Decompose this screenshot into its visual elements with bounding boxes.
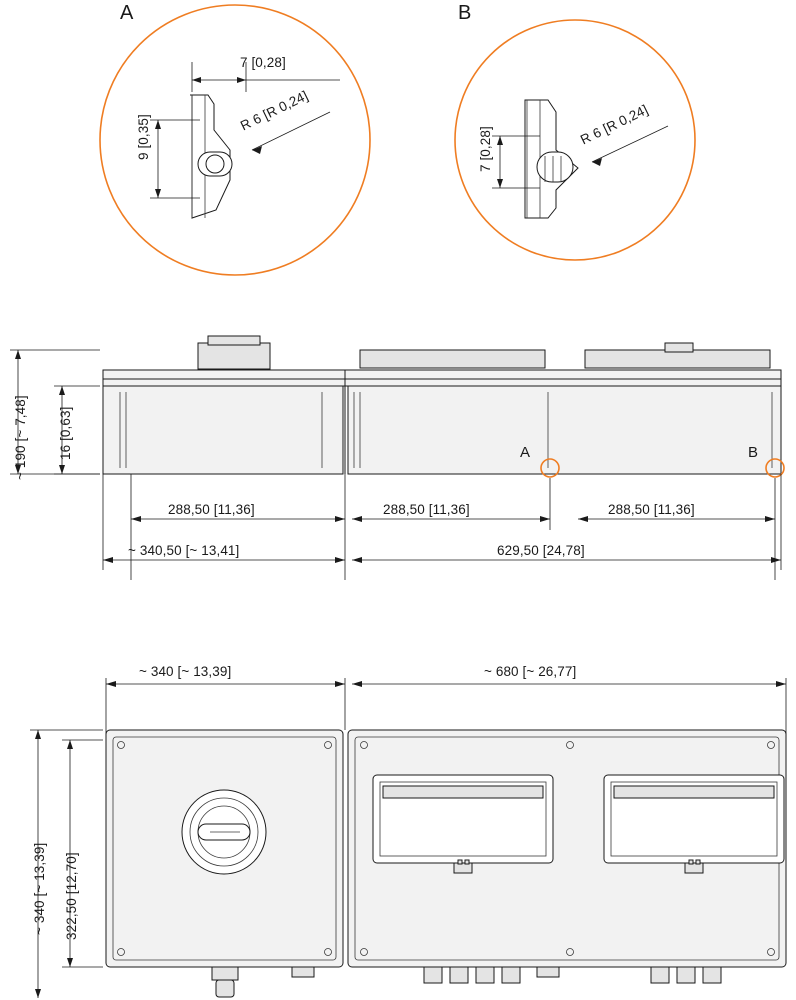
side-view-callout-b-label: B [748,444,759,461]
front-view-width-right-dim: ~ 680 [~ 26,77] [484,664,577,679]
detail-a-label: A [120,2,134,24]
front-view-height-inner-dim: 322,50 [12,70] [64,852,79,940]
side-view-height-overall-dim: ~ 190 [~ 7,48] [13,395,28,480]
front-view-width-left-dim: ~ 340 [~ 13,39] [139,664,232,679]
detail-b-height-dim: 7 [0,28] [478,126,493,172]
side-view-callout-a-label: A [520,444,531,461]
detail-b-label: B [458,2,472,24]
side-view-segment-1-dim: 288,50 [11,36] [168,502,255,517]
detail-b-radius-dim: R 6 [R 0,24] [578,101,651,148]
side-view-height-rail-dim: 16 [0,63] [58,406,73,460]
side-view-total-right-dim: 629,50 [24,78] [497,543,585,558]
detail-a-radius-dim: R 6 [R 0,24] [238,87,311,134]
side-view-total-left-dim: ~ 340,50 [~ 13,41] [128,543,240,558]
front-view-height-outer-dim: ~ 340 [~ 13,39] [32,842,47,935]
side-view-segment-3-dim: 288,50 [11,36] [608,502,695,517]
detail-a-height-dim: 9 [0,35] [136,114,151,160]
detail-a-width-dim: 7 [0,28] [240,55,286,70]
side-view-segment-2-dim: 288,50 [11,36] [383,502,470,517]
